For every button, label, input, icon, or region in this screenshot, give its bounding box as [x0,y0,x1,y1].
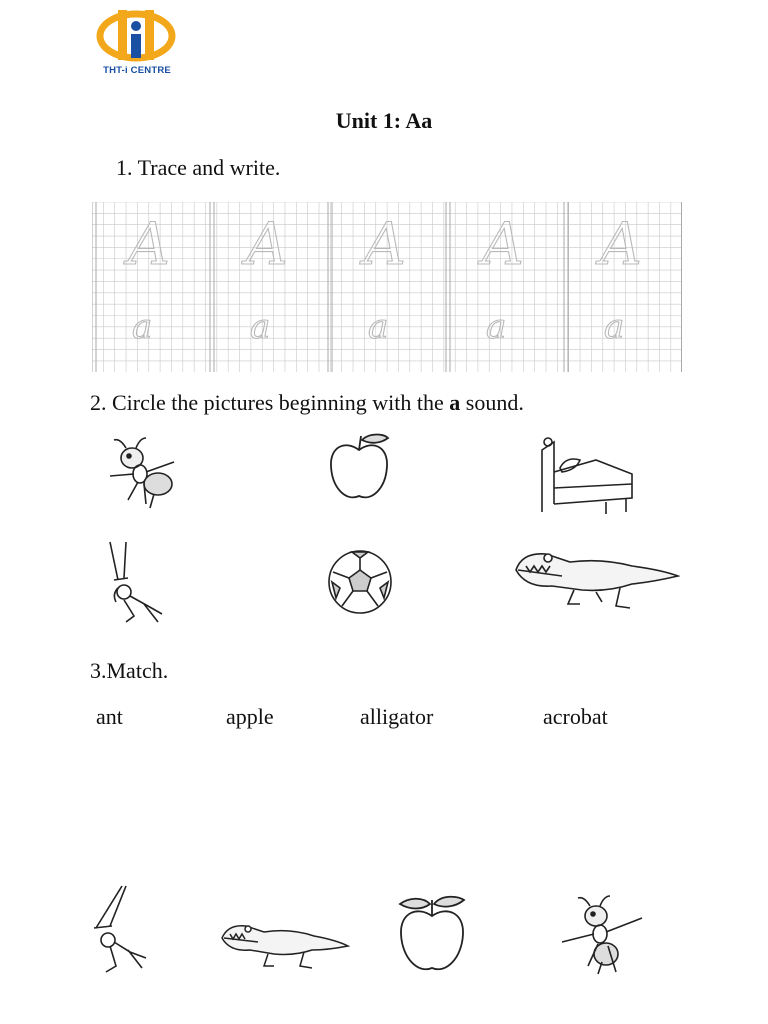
logo [92,6,180,80]
trace-letter-upper: A [600,210,642,278]
trace-letter-lower: a [486,307,507,347]
apple-icon[interactable] [326,432,392,504]
acrobat-icon[interactable] [88,884,162,980]
task-3-instruction: 3.Match. [90,658,169,683]
bed-icon[interactable] [536,432,636,516]
trace-letter-lower: a [132,307,153,347]
task-2-suffix: sound. [460,390,524,415]
task-2-instruction [90,390,524,416]
task-2-bold-letter: a [449,390,461,415]
ant-icon[interactable] [558,892,648,976]
match-word-acrobat[interactable]: acrobat [543,704,608,729]
match-word-alligator[interactable]: alligator [360,704,434,729]
match-word-ant[interactable]: ant [96,704,123,729]
trace-letter-lower: a [604,307,625,347]
page-title: Unit 1: Aa [335,108,433,133]
trace-letter-upper: A [128,210,170,278]
alligator-icon[interactable] [220,916,350,972]
alligator-icon[interactable] [512,540,680,616]
apple-icon[interactable] [396,894,468,976]
trace-grid [92,202,682,372]
trace-letter-upper: A [246,210,288,278]
logo-icon [92,6,180,66]
logo-text: THT-i CENTRE [103,65,171,76]
trace-letter-upper: A [364,210,406,278]
trace-letter-upper: A [482,210,524,278]
acrobat-icon[interactable] [104,540,176,628]
trace-letter-lower: a [368,307,389,347]
task-1-instruction: 1. Trace and write. [116,155,281,180]
task-2-prefix: 2. Circle the pictures beginning with the [90,390,450,415]
match-word-apple[interactable]: apple [226,704,274,729]
ant-icon[interactable] [100,434,186,512]
ball-icon[interactable] [326,548,394,616]
trace-letter-lower: a [250,307,271,347]
